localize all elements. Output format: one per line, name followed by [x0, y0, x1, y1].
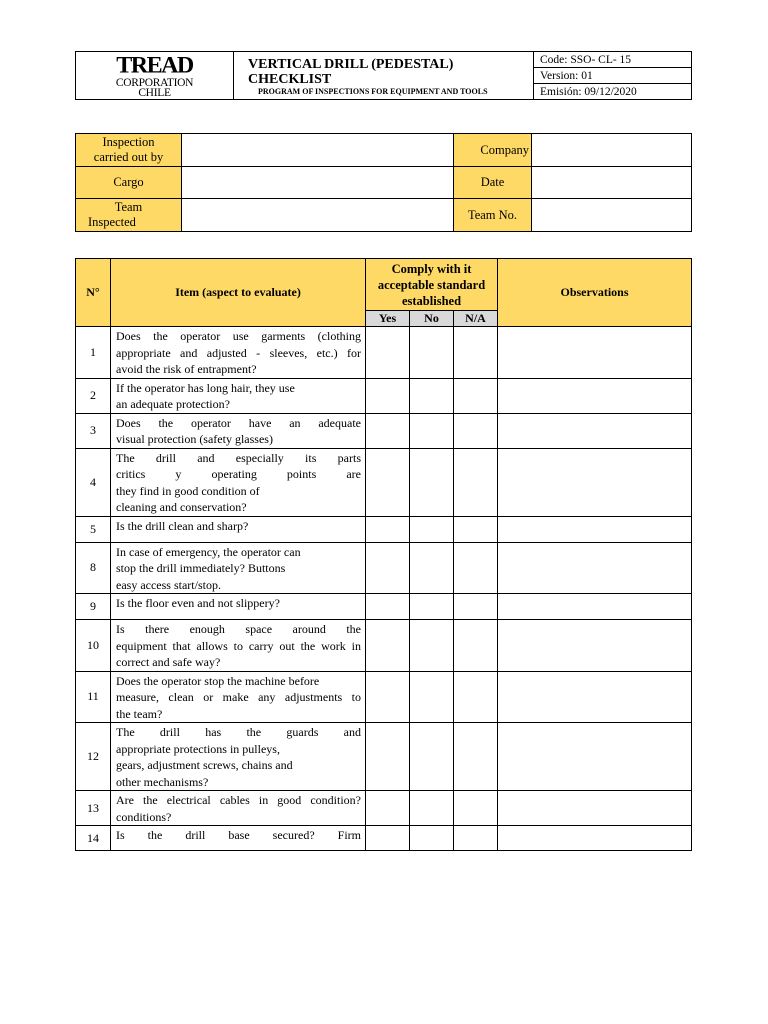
row-number: 2 — [76, 378, 111, 413]
na-cell[interactable] — [454, 413, 498, 448]
row-item-line: Are the electrical cables in good condition? — [116, 793, 361, 807]
cargo-field[interactable] — [182, 167, 454, 199]
row-item-line: appropriate and adjusted - sleeves, etc.) for — [116, 345, 361, 360]
col-header-number: N° — [76, 259, 111, 327]
row-item-line: visual protection (safety glasses) — [116, 432, 273, 446]
row-item-line: If the operator has long hair, they use — [116, 380, 295, 395]
inspection-info-table — [75, 133, 692, 232]
table-row — [76, 791, 692, 826]
row-item-line: other mechanisms? — [116, 774, 209, 789]
table-row — [76, 826, 692, 851]
row-item-line: measure, clean or make any adjustments to — [116, 690, 361, 704]
row-item-text — [111, 594, 366, 620]
yes-cell[interactable] — [366, 826, 410, 851]
yes-cell[interactable] — [366, 791, 410, 826]
yes-cell[interactable] — [366, 723, 410, 791]
row-item-line: Does the operator use garments (clothing — [116, 329, 361, 343]
document-version: Version: 01 — [534, 68, 692, 84]
table-row — [76, 723, 692, 791]
no-cell[interactable] — [410, 542, 454, 594]
yes-cell[interactable] — [366, 378, 410, 413]
row-item-text — [111, 671, 366, 723]
col-header-no: No — [410, 311, 454, 327]
row-number: 8 — [76, 542, 111, 594]
col-header-na: N/A — [454, 311, 498, 327]
row-item-line: The drill has the guards and — [116, 725, 361, 739]
cargo-label: Cargo — [76, 167, 182, 199]
company-label: Company — [454, 134, 532, 167]
team-inspected-field[interactable] — [182, 199, 454, 232]
observations-cell[interactable] — [498, 671, 692, 723]
no-cell[interactable] — [410, 791, 454, 826]
row-item-line: The drill and especially its parts — [116, 450, 361, 465]
no-cell[interactable] — [410, 448, 454, 516]
yes-cell[interactable] — [366, 542, 410, 594]
document-header — [75, 51, 692, 100]
row-item-line: an adequate protection? — [116, 397, 230, 411]
row-item-line: gears, adjustment screws, chains and — [116, 758, 293, 772]
row-number: 9 — [76, 594, 111, 620]
row-item-text — [111, 516, 366, 542]
yes-cell[interactable] — [366, 448, 410, 516]
team-inspected-label — [76, 199, 182, 232]
table-row — [76, 516, 692, 542]
table-row — [76, 671, 692, 723]
row-item-text — [111, 413, 366, 448]
date-label: Date — [454, 167, 532, 199]
row-item-line: cleaning and conservation? — [116, 500, 247, 514]
row-item-line: stop the drill immediately? Buttons — [116, 561, 286, 575]
row-item-line: avoid the risk of entrapment? — [116, 362, 257, 376]
na-cell[interactable] — [454, 448, 498, 516]
table-row — [76, 594, 692, 620]
row-item-line: Does the operator stop the machine before — [116, 673, 320, 688]
row-item-line: In case of emergency, the operator can — [116, 544, 301, 559]
observations-cell[interactable] — [498, 826, 692, 851]
row-item-line: Is the drill base secured? Firm — [116, 828, 361, 842]
yes-cell[interactable] — [366, 594, 410, 620]
team-inspected-label-line1: Team — [114, 200, 143, 214]
row-item-text — [111, 620, 366, 672]
row-number: 10 — [76, 620, 111, 672]
table-row — [76, 378, 692, 413]
company-field[interactable] — [532, 134, 692, 167]
na-cell[interactable] — [454, 378, 498, 413]
na-cell[interactable] — [454, 594, 498, 620]
row-number: 11 — [76, 671, 111, 723]
row-item-line: critics y operating points are — [116, 467, 361, 481]
table-row — [76, 327, 692, 379]
no-cell[interactable] — [410, 826, 454, 851]
table-row — [76, 413, 692, 448]
row-item-text — [111, 448, 366, 516]
no-cell[interactable] — [410, 620, 454, 672]
row-item-line: correct and safe way? — [116, 655, 221, 669]
observations-cell[interactable] — [498, 413, 692, 448]
observations-cell[interactable] — [498, 378, 692, 413]
team-no-field[interactable] — [532, 199, 692, 232]
inspection-by-label — [76, 134, 182, 167]
row-item-line: Is the floor even and not slippery? — [116, 596, 280, 610]
observations-cell[interactable] — [498, 620, 692, 672]
row-item-text — [111, 791, 366, 826]
yes-cell[interactable] — [366, 413, 410, 448]
inspection-by-label-line1: Inspection — [102, 135, 155, 149]
yes-cell[interactable] — [366, 516, 410, 542]
na-cell[interactable] — [454, 826, 498, 851]
observations-cell[interactable] — [498, 516, 692, 542]
col-header-observations: Observations — [498, 259, 692, 327]
row-number: 13 — [76, 791, 111, 826]
no-cell[interactable] — [410, 723, 454, 791]
na-cell[interactable] — [454, 620, 498, 672]
team-inspected-label-line2: Inspected — [88, 215, 136, 229]
no-cell[interactable] — [410, 516, 454, 542]
yes-cell[interactable] — [366, 327, 410, 379]
na-cell[interactable] — [454, 516, 498, 542]
date-field[interactable] — [532, 167, 692, 199]
document-title: VERTICAL DRILL (PEDESTAL) CHECKLIST — [248, 56, 454, 87]
row-item-line: the team? — [116, 706, 163, 721]
table-row — [76, 448, 692, 516]
no-cell[interactable] — [410, 327, 454, 379]
row-number: 12 — [76, 723, 111, 791]
inspection-by-label-line2: carried out by — [93, 150, 164, 164]
logo — [76, 52, 234, 100]
table-row — [76, 620, 692, 672]
row-number: 3 — [76, 413, 111, 448]
logo-wordmark: TREAD — [116, 53, 193, 78]
observations-cell[interactable] — [498, 542, 692, 594]
yes-cell[interactable] — [366, 671, 410, 723]
observations-cell[interactable] — [498, 791, 692, 826]
row-item-line: Is the drill clean and sharp? — [116, 518, 249, 533]
document-code: Code: SSO- CL- 15 — [534, 52, 692, 68]
na-cell[interactable] — [454, 791, 498, 826]
na-cell[interactable] — [454, 327, 498, 379]
observations-cell[interactable] — [498, 594, 692, 620]
row-item-line: they find in good condition of — [116, 483, 260, 498]
row-number: 5 — [76, 516, 111, 542]
no-cell[interactable] — [410, 413, 454, 448]
row-number: 1 — [76, 327, 111, 379]
checklist-table — [75, 258, 692, 851]
comply-header-line3: established — [401, 293, 462, 308]
row-item-line: Is there enough space around the — [116, 622, 361, 636]
row-item-text — [111, 723, 366, 791]
no-cell[interactable] — [410, 594, 454, 620]
team-no-label: Team No. — [454, 199, 532, 232]
na-cell[interactable] — [454, 542, 498, 594]
yes-cell[interactable] — [366, 620, 410, 672]
observations-cell[interactable] — [498, 723, 692, 791]
row-item-line: conditions? — [116, 809, 172, 824]
row-item-text — [111, 378, 366, 413]
row-number: 14 — [76, 826, 111, 851]
title-block — [234, 52, 534, 100]
comply-header-line2: acceptable standard — [377, 277, 486, 292]
observations-cell[interactable] — [498, 327, 692, 379]
col-header-yes: Yes — [366, 311, 410, 327]
na-cell[interactable] — [454, 671, 498, 723]
observations-cell[interactable] — [498, 448, 692, 516]
document-emission-date: Emisión: 09/12/2020 — [534, 84, 692, 100]
row-item-text — [111, 542, 366, 594]
logo-line-1: CORPORATION — [115, 76, 194, 89]
row-item-text — [111, 327, 366, 379]
inspection-by-field[interactable] — [182, 134, 454, 167]
col-header-item: Item (aspect to evaluate) — [111, 259, 366, 327]
row-item-line: Does the operator have an adequate — [116, 415, 361, 430]
logo-line-2: CHILE — [138, 86, 171, 99]
col-header-comply — [366, 259, 498, 311]
comply-header-line1: Comply with it — [391, 261, 472, 276]
row-item-line: appropriate protections in pulleys, — [116, 741, 280, 756]
na-cell[interactable] — [454, 723, 498, 791]
row-item-line: equipment that allows to carry out the work in — [116, 638, 361, 653]
document-subtitle: PROGRAM OF INSPECTIONS FOR EQUIPMENT AND TOOLS — [258, 86, 488, 96]
row-item-text — [111, 826, 366, 851]
no-cell[interactable] — [410, 671, 454, 723]
table-row — [76, 542, 692, 594]
row-item-line: easy access start/stop. — [116, 577, 221, 592]
no-cell[interactable] — [410, 378, 454, 413]
row-number: 4 — [76, 448, 111, 516]
